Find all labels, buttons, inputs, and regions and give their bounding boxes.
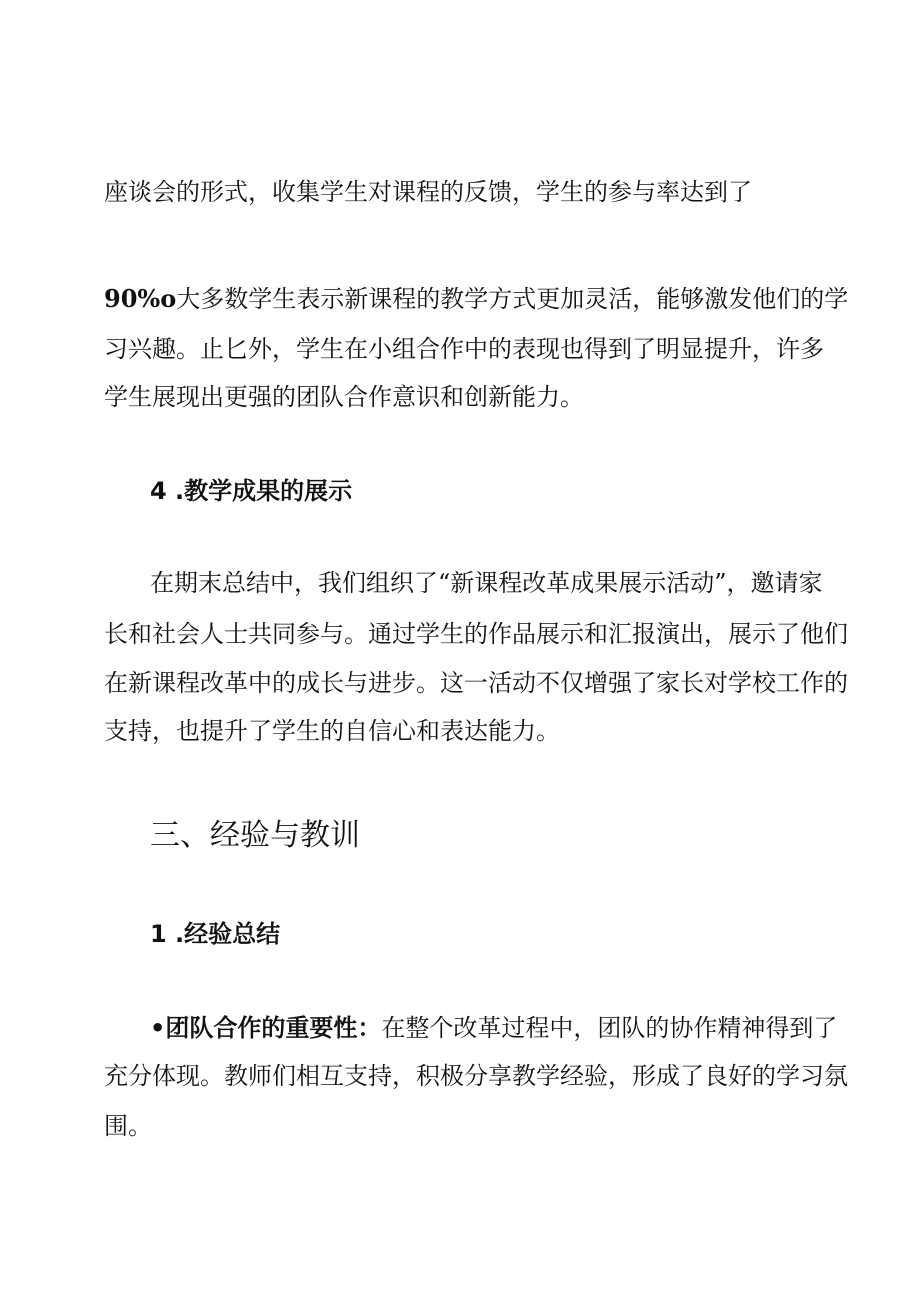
bullet-teamwork-line-3: 围。	[104, 1112, 152, 1140]
paragraph-feedback-line-3: 习兴趣。止匕外，学生在小组合作中的表现也得到了明显提升，许多	[104, 335, 824, 363]
section-1-heading: 1 .经验总结	[150, 920, 281, 948]
paragraph-feedback-line-2-text: 大多数学生表示新课程的教学方式更加灵活，能够激发他们的学	[176, 285, 849, 313]
paragraph-feedback-line-1: 座谈会的形式，收集学生对课程的反馈，学生的参与率达到了	[104, 178, 752, 206]
paragraph-showcase-line-1: 在期末总结中，我们组织了“新课程改革成果展示活动”，邀请家	[150, 569, 823, 597]
chapter-3-heading: 三、经验与教训	[150, 818, 360, 853]
participation-rate: 90%o	[104, 284, 177, 313]
bullet-teamwork-line-2: 充分体现。教师们相互支持，积极分享教学经验，形成了良好的学习氛	[104, 1062, 848, 1090]
paragraph-feedback-line-4: 学生展现出更强的团队合作意识和创新能力。	[104, 383, 584, 411]
bullet-teamwork-line-1	[150, 1013, 837, 1043]
paragraph-feedback-line-2	[104, 284, 848, 314]
section-4-heading: 4 .教学成果的展示	[150, 477, 353, 505]
paragraph-showcase-line-2: 长和社会人士共同参与。通过学生的作品展示和汇报演出，展示了他们	[104, 620, 848, 648]
bullet-teamwork-line-1-text: 在整个改革过程中，团队的协作精神得到了	[381, 1014, 838, 1042]
paragraph-showcase-line-3: 在新课程改革中的成长与进步。这一活动不仅增强了家长对学校工作的	[104, 669, 848, 697]
paragraph-showcase-line-4: 支持，也提升了学生的自信心和表达能力。	[104, 717, 560, 745]
bullet-teamwork-label: •团队合作的重要性：	[150, 1014, 382, 1042]
